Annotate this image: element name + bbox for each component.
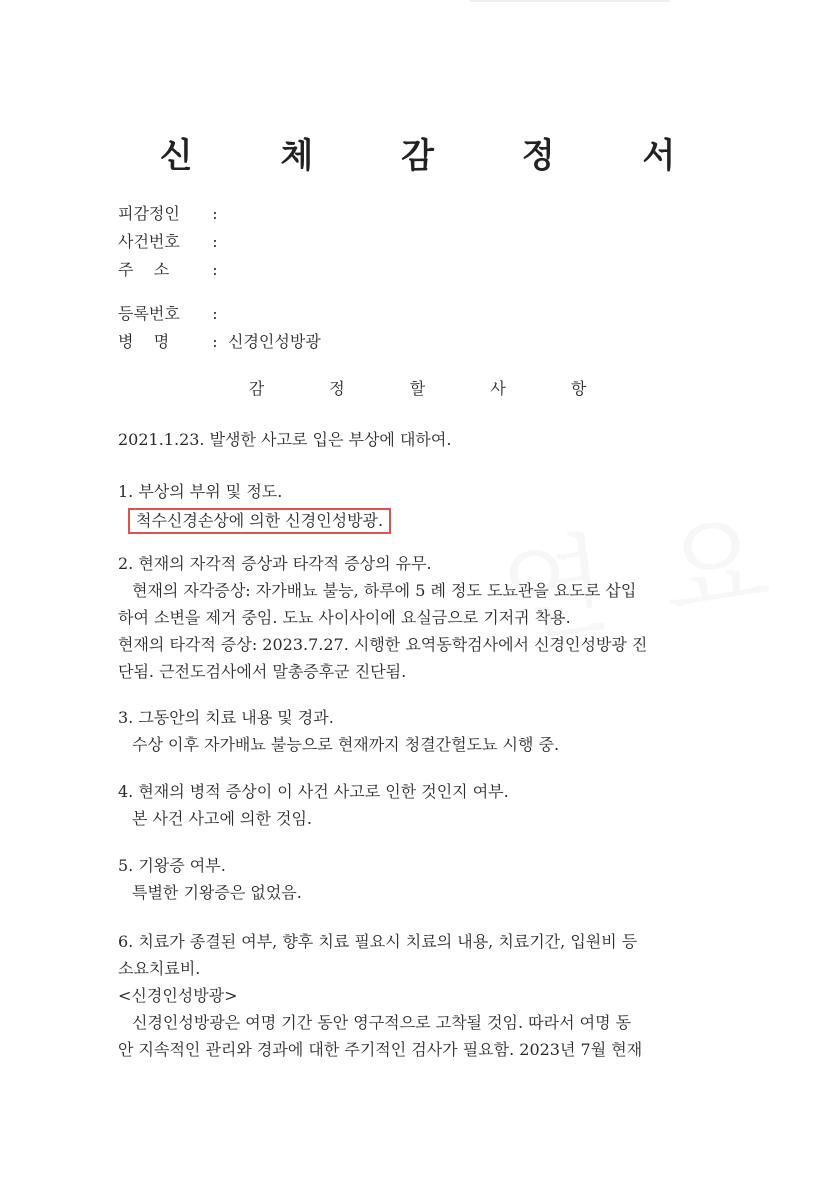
field-row: 피감정인 : — [118, 200, 228, 228]
field-label: 병 명 — [118, 332, 170, 351]
section-1 — [118, 478, 718, 534]
field-row: 등록번호 : — [118, 300, 321, 328]
field-label: 피감정인 — [118, 204, 180, 223]
field-label: 주 소 — [118, 260, 170, 279]
field-row: 주 소 : — [118, 256, 228, 284]
section-heading: 5. 기왕증 여부. — [118, 856, 226, 875]
section-4: 4. 현재의 병적 증상이 이 사건 사고로 인한 것인지 여부. 본 사건 사고에 의한 것임. — [118, 778, 718, 832]
section-heading: 4. 현재의 병적 증상이 이 사건 사고로 인한 것인지 여부. — [118, 782, 509, 801]
section-heading: 2. 현재의 자각적 증상과 타각적 증상의 유무. — [118, 554, 432, 573]
section-subtitle: 감 정 할 사 항 — [248, 379, 617, 398]
field-row: 사건번호 : — [118, 228, 228, 256]
info-block-bottom — [118, 300, 321, 356]
document-title: 신 체 감 정 서 — [159, 136, 714, 176]
section-heading: 3. 그동안의 치료 내용 및 경과. — [118, 708, 334, 727]
section-6: 6. 치료가 종결된 여부, 향후 치료 필요시 치료의 내용, 치료기간, 입원비 등 소요치료비. <신경인성방광> 신경인성방광은 여명 기간 동안 영구적으로 고착될 것임. 따라서 여명 동 안 지속적인 관리와 경과에 대한 주기적인 검사가 필요함. 2023년 7월 현재 — [118, 928, 718, 1063]
field-label: 사건번호 — [118, 232, 180, 251]
field-row: 병 명 : 신경인성방광 — [118, 328, 321, 356]
section-3: 3. 그동안의 치료 내용 및 경과. 수상 이후 자가배뇨 불능으로 현재까지 청결간헐도뇨 시행 중. — [118, 704, 718, 758]
field-value: 신경인성방광 — [228, 332, 321, 351]
section-5: 5. 기왕증 여부. 특별한 기왕증은 없었음. — [118, 852, 718, 906]
watermark: 연 요 — [493, 495, 787, 661]
highlighted-diagnosis: 척수신경손상에 의한 신경인성방광. — [128, 508, 391, 534]
field-label: 등록번호 — [118, 304, 180, 323]
intro-text: 2021.1.23. 발생한 사고로 입은 부상에 대하여. — [118, 430, 452, 449]
scan-artifact — [470, 0, 670, 2]
section-2: 2. 현재의 자각적 증상과 타각적 증상의 유무. 현재의 자각증상: 자가배뇨 불능, 하루에 5 례 정도 도뇨관을 요도로 삽입 하여 소변을 제거 중임. 도뇨 사이사이에 요실금으로 기저귀 착용. 현재의 타각적 증상: 2023.7.27. 시행한 요역동학검사에서 신경인성방광 진 단됨. 근전도검사에서 말총증후군 진단됨. — [118, 550, 718, 685]
section-heading: 1. 부상의 부위 및 정도. — [118, 482, 283, 501]
section-heading: 6. 치료가 종결된 여부, 향후 치료 필요시 치료의 내용, 치료기간, 입원비 등 — [118, 932, 638, 951]
info-block-top — [118, 200, 228, 284]
